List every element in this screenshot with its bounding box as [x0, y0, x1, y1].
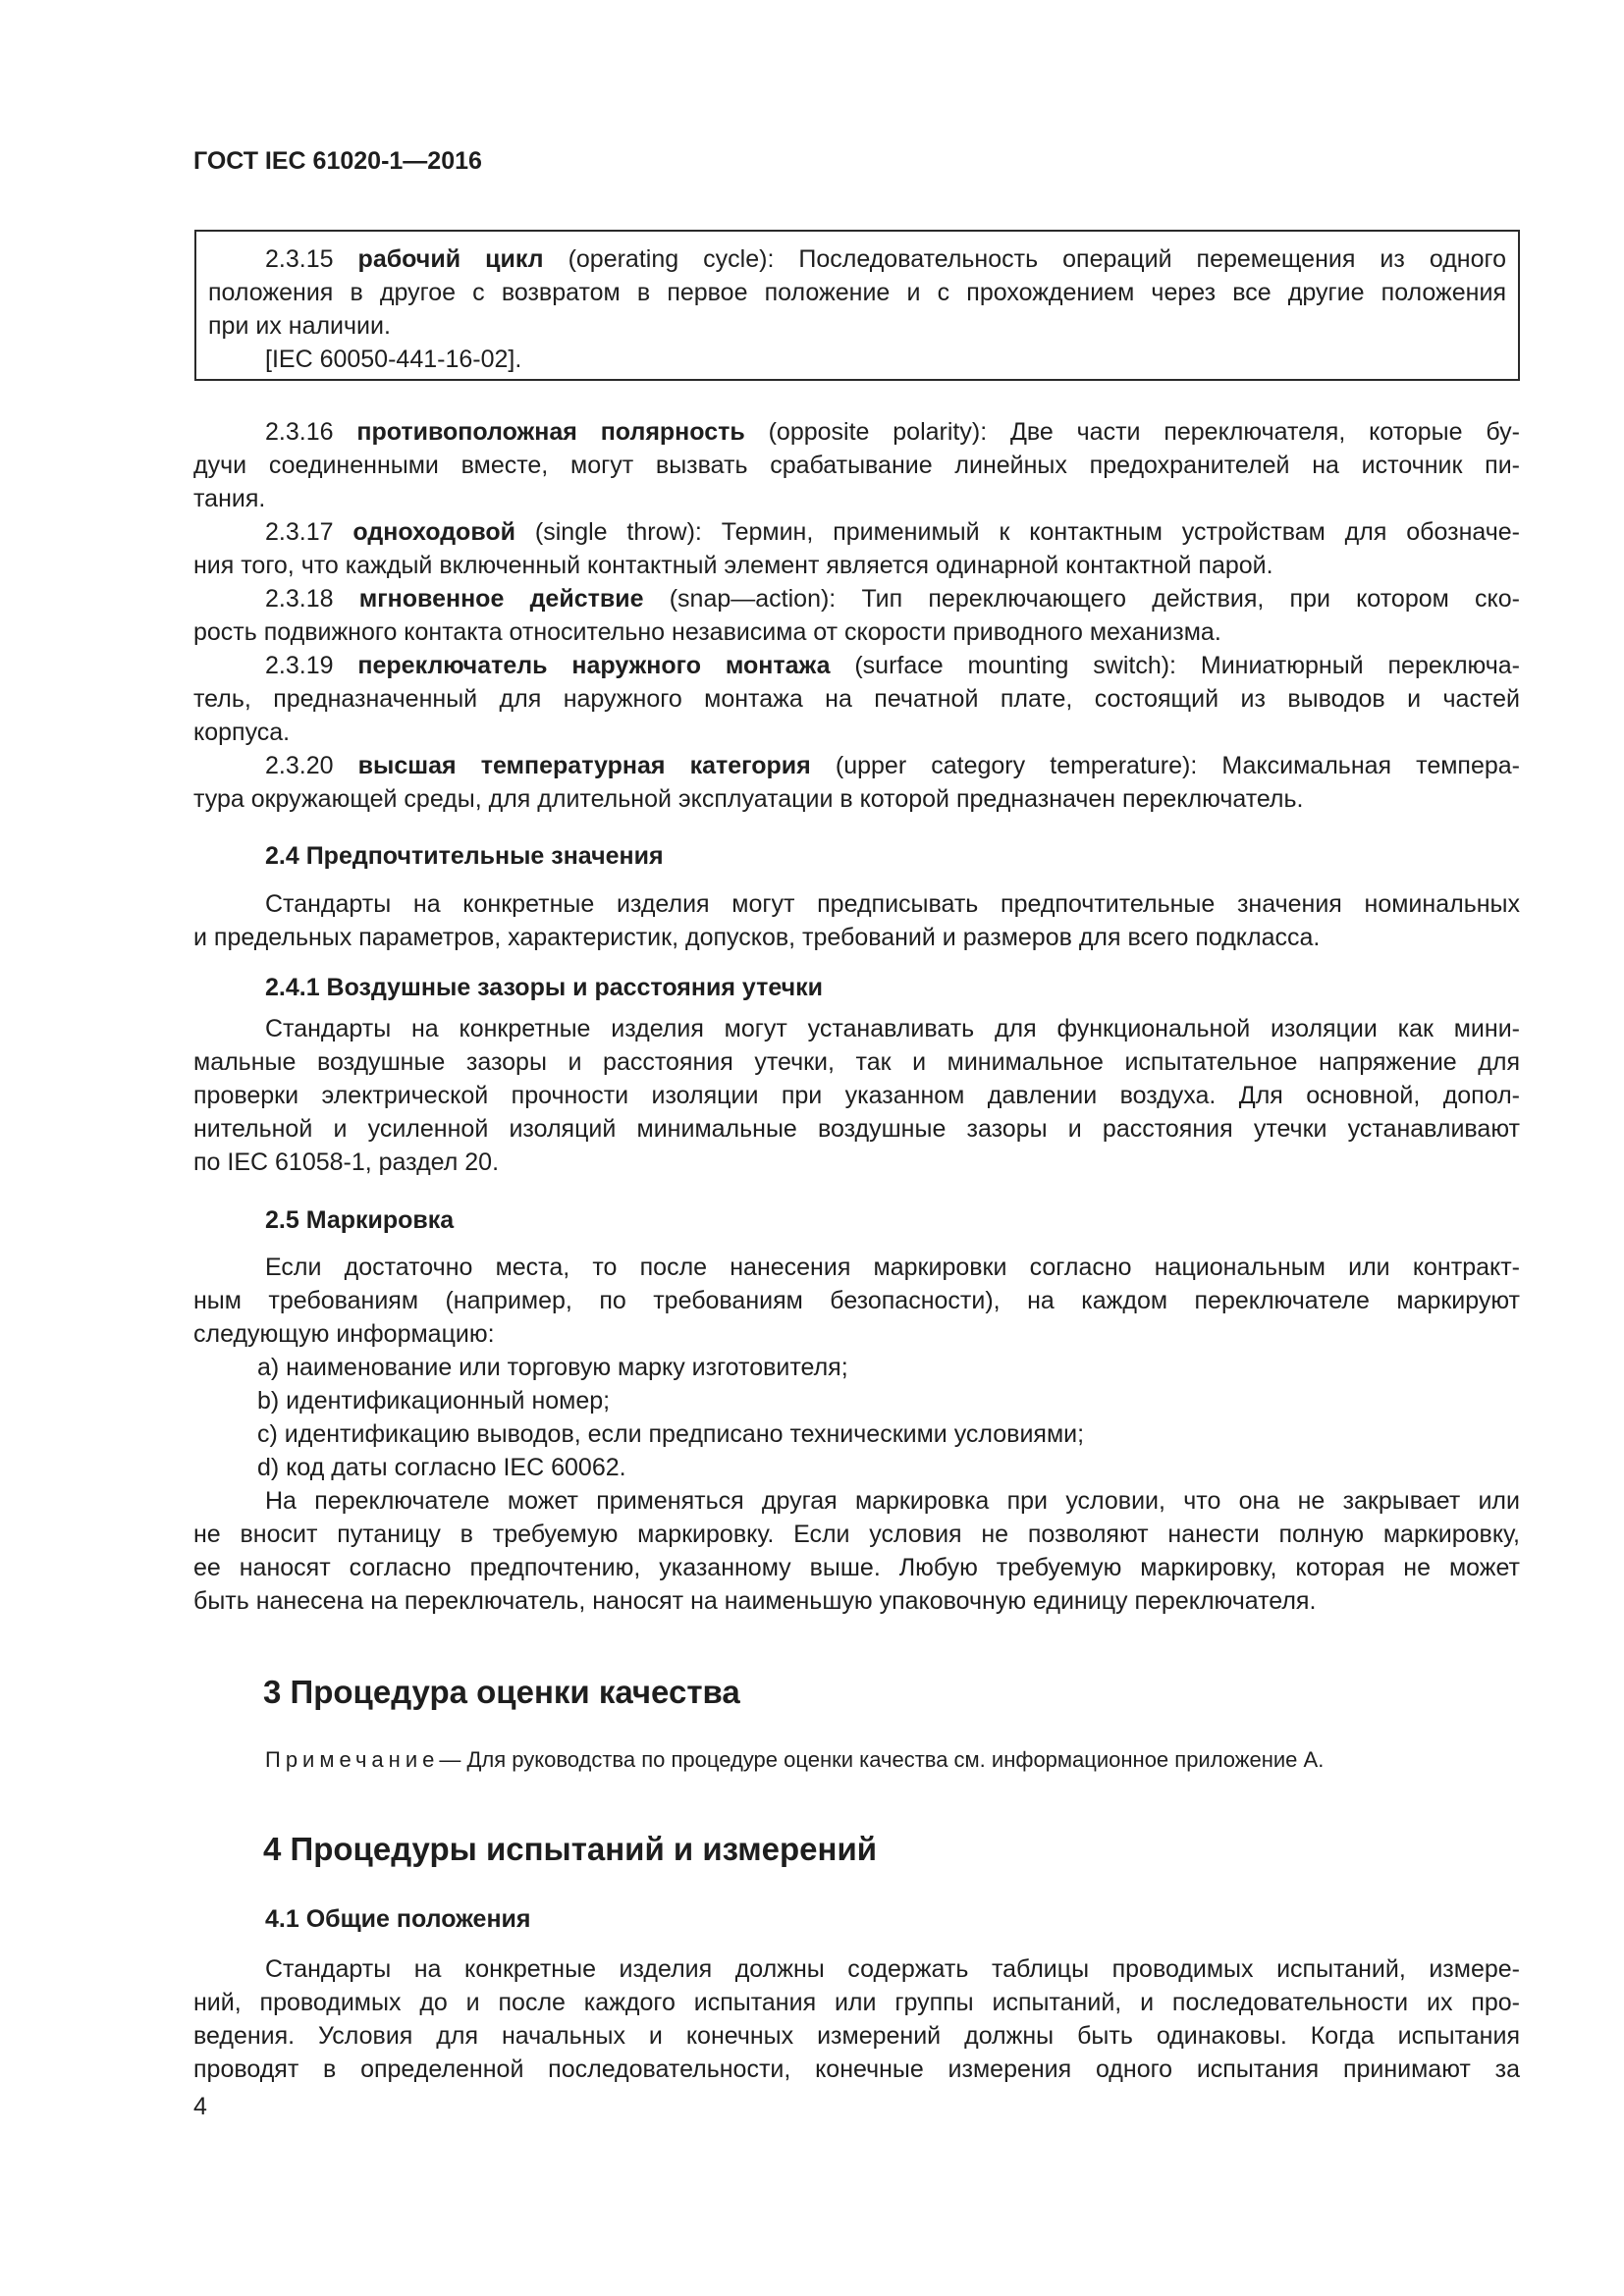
section-2-5-line-3: следующую информацию:: [193, 1320, 495, 1348]
section-2-4-1-heading: 2.4.1 Воздушные зазоры и расстояния утечки: [265, 974, 824, 1001]
def-2-3-17-line-1: 2.3.17 одноходовой (single throw): Термин, применимый к контактным устройствам для обозначе-: [265, 518, 1520, 546]
def-2-3-20-line-1: 2.3.20 высшая температурная категория (upper category temperature): Максимальная темпера-: [265, 752, 1521, 779]
section-2-4-line-2: и предельных параметров, характеристик, допусков, требований и размеров для всего подкласса.: [193, 924, 1321, 951]
section-4-1-line-2: ний, проводимых до и после каждого испытания или группы испытаний, и последовательности их про-: [193, 1989, 1520, 2016]
def-2-3-16-line-1: 2.3.16 противоположная полярность (opposite polarity): Две части переключателя, которые бу-: [265, 418, 1520, 446]
def-2-3-19-line-1: 2.3.19 переключатель наружного монтажа (surface mounting switch): Миниатюрный переключа-: [265, 652, 1521, 679]
list-item: d) код даты согласно IEC 60062.: [257, 1454, 626, 1481]
section-4-1-line-4: проводят в определенной последовательности, конечные измерения одного испытания принимают за: [193, 2056, 1520, 2083]
term: противоположная полярность: [356, 418, 745, 446]
section-3-note: Примечание— Для руководства по процедуре оценки качества см. информационное приложение А.: [265, 1747, 1325, 1772]
def-2-3-15-line-1: 2.3.15 рабочий цикл (operating cycle): Последовательность операций перемещения из одного: [265, 245, 1506, 273]
section-2-5-para-2-line-4: быть нанесена на переключатель, наносят на наименьшую упаковочную единицу переключателя.: [193, 1587, 1317, 1615]
term: высшая температурная категория: [357, 752, 811, 779]
section-2-4-1-line-1: Стандарты на конкретные изделия могут устанавливать для функциональной изоляции как мини-: [265, 1015, 1520, 1042]
note-label: Примечание: [265, 1747, 440, 1772]
section-2-4-1-line-4: нительной и усиленной изоляций минимальные воздушные зазоры и расстояния утечки устанавливают: [193, 1115, 1520, 1143]
section-2-4-1-line-3: проверки электрической прочности изоляции при указанном давлении воздуха. Для основной, допол-: [193, 1082, 1520, 1109]
section-4-heading: 4 Процедуры испытаний и измерений: [263, 1831, 878, 1867]
def-2-3-18-line-1: 2.3.18 мгновенное действие (snap—action): Тип переключающего действия, при котором ско-: [265, 585, 1520, 613]
term: одноходовой: [352, 518, 516, 546]
term: мгновенное действие: [358, 585, 644, 613]
section-2-5-line-1: Если достаточно места, то после нанесения маркировки согласно национальным или контракт-: [265, 1254, 1520, 1281]
def-2-3-16-line-2: дучи соединенными вместе, могут вызвать срабатывание линейных предохранителей на источник пи-: [193, 452, 1520, 479]
def-2-3-19-line-3: корпуса.: [193, 719, 291, 746]
page-number: 4: [193, 2093, 207, 2120]
section-2-5-para-2-line-1: На переключателе может применяться другая маркировка при условии, что она не закрывает или: [265, 1487, 1520, 1515]
section-2-5-heading: 2.5 Маркировка: [265, 1206, 455, 1234]
def-2-3-15-line-2: положения в другое с возвратом в первое положение и с прохождением через все другие положения: [208, 279, 1506, 306]
def-2-3-19-line-2: тель, предназначенный для наружного монтажа на печатной плате, состоящий из выводов и частей: [193, 685, 1520, 713]
term: переключатель наружного монтажа: [357, 652, 831, 679]
list-item: a) наименование или торговую марку изготовителя;: [257, 1354, 848, 1381]
section-2-4-heading: 2.4 Предпочтительные значения: [265, 842, 664, 870]
def-2-3-17-line-2: ния того, что каждый включенный контактный элемент является одинарной контактной парой.: [193, 552, 1273, 579]
list-item: c) идентификацию выводов, если предписано техническими условиями;: [257, 1420, 1085, 1448]
def-2-3-15-reference: [IEC 60050-441-16-02].: [265, 346, 522, 373]
section-2-4-line-1: Стандарты на конкретные изделия могут предписывать предпочтительные значения номинальных: [265, 890, 1520, 918]
term: рабочий цикл: [357, 245, 544, 273]
section-4-1-heading: 4.1 Общие положения: [265, 1905, 531, 1933]
section-4-1-line-3: ведения. Условия для начальных и конечных измерений должны быть одинаковы. Когда испытания: [193, 2022, 1520, 2050]
section-2-5-para-2-line-2: не вносит путаницу в требуемую маркировку. Если условия не позволяют нанести полную маркировку,: [193, 1521, 1520, 1548]
def-2-3-15-line-3: при их наличии.: [208, 312, 391, 340]
section-2-4-1-line-2: мальные воздушные зазоры и расстояния утечки, так и минимальное испытательное напряжение для: [193, 1048, 1520, 1076]
document-header: ГОСТ IEC 61020-1—2016: [193, 147, 482, 175]
def-2-3-20-line-2: тура окружающей среды, для длительной эксплуатации в которой предназначен переключатель.: [193, 785, 1304, 813]
def-2-3-18-line-2: рость подвижного контакта относительно независима от скорости приводного механизма.: [193, 618, 1221, 646]
section-2-4-1-line-5: по IEC 61058-1, раздел 20.: [193, 1148, 500, 1176]
section-3-heading: 3 Процедура оценки качества: [263, 1674, 740, 1710]
section-4-1-line-1: Стандарты на конкретные изделия должны содержать таблицы проводимых испытаний, измере-: [265, 1955, 1520, 1983]
section-2-5-para-2-line-3: ее наносят согласно предпочтению, указанному выше. Любую требуемую маркировку, которая не может: [193, 1554, 1520, 1581]
def-2-3-16-line-3: тания.: [193, 485, 266, 512]
list-item: b) идентификационный номер;: [257, 1387, 611, 1415]
section-2-5-line-2: ным требованиям (например, по требованиям безопасности), на каждом переключателе маркируют: [193, 1287, 1520, 1314]
